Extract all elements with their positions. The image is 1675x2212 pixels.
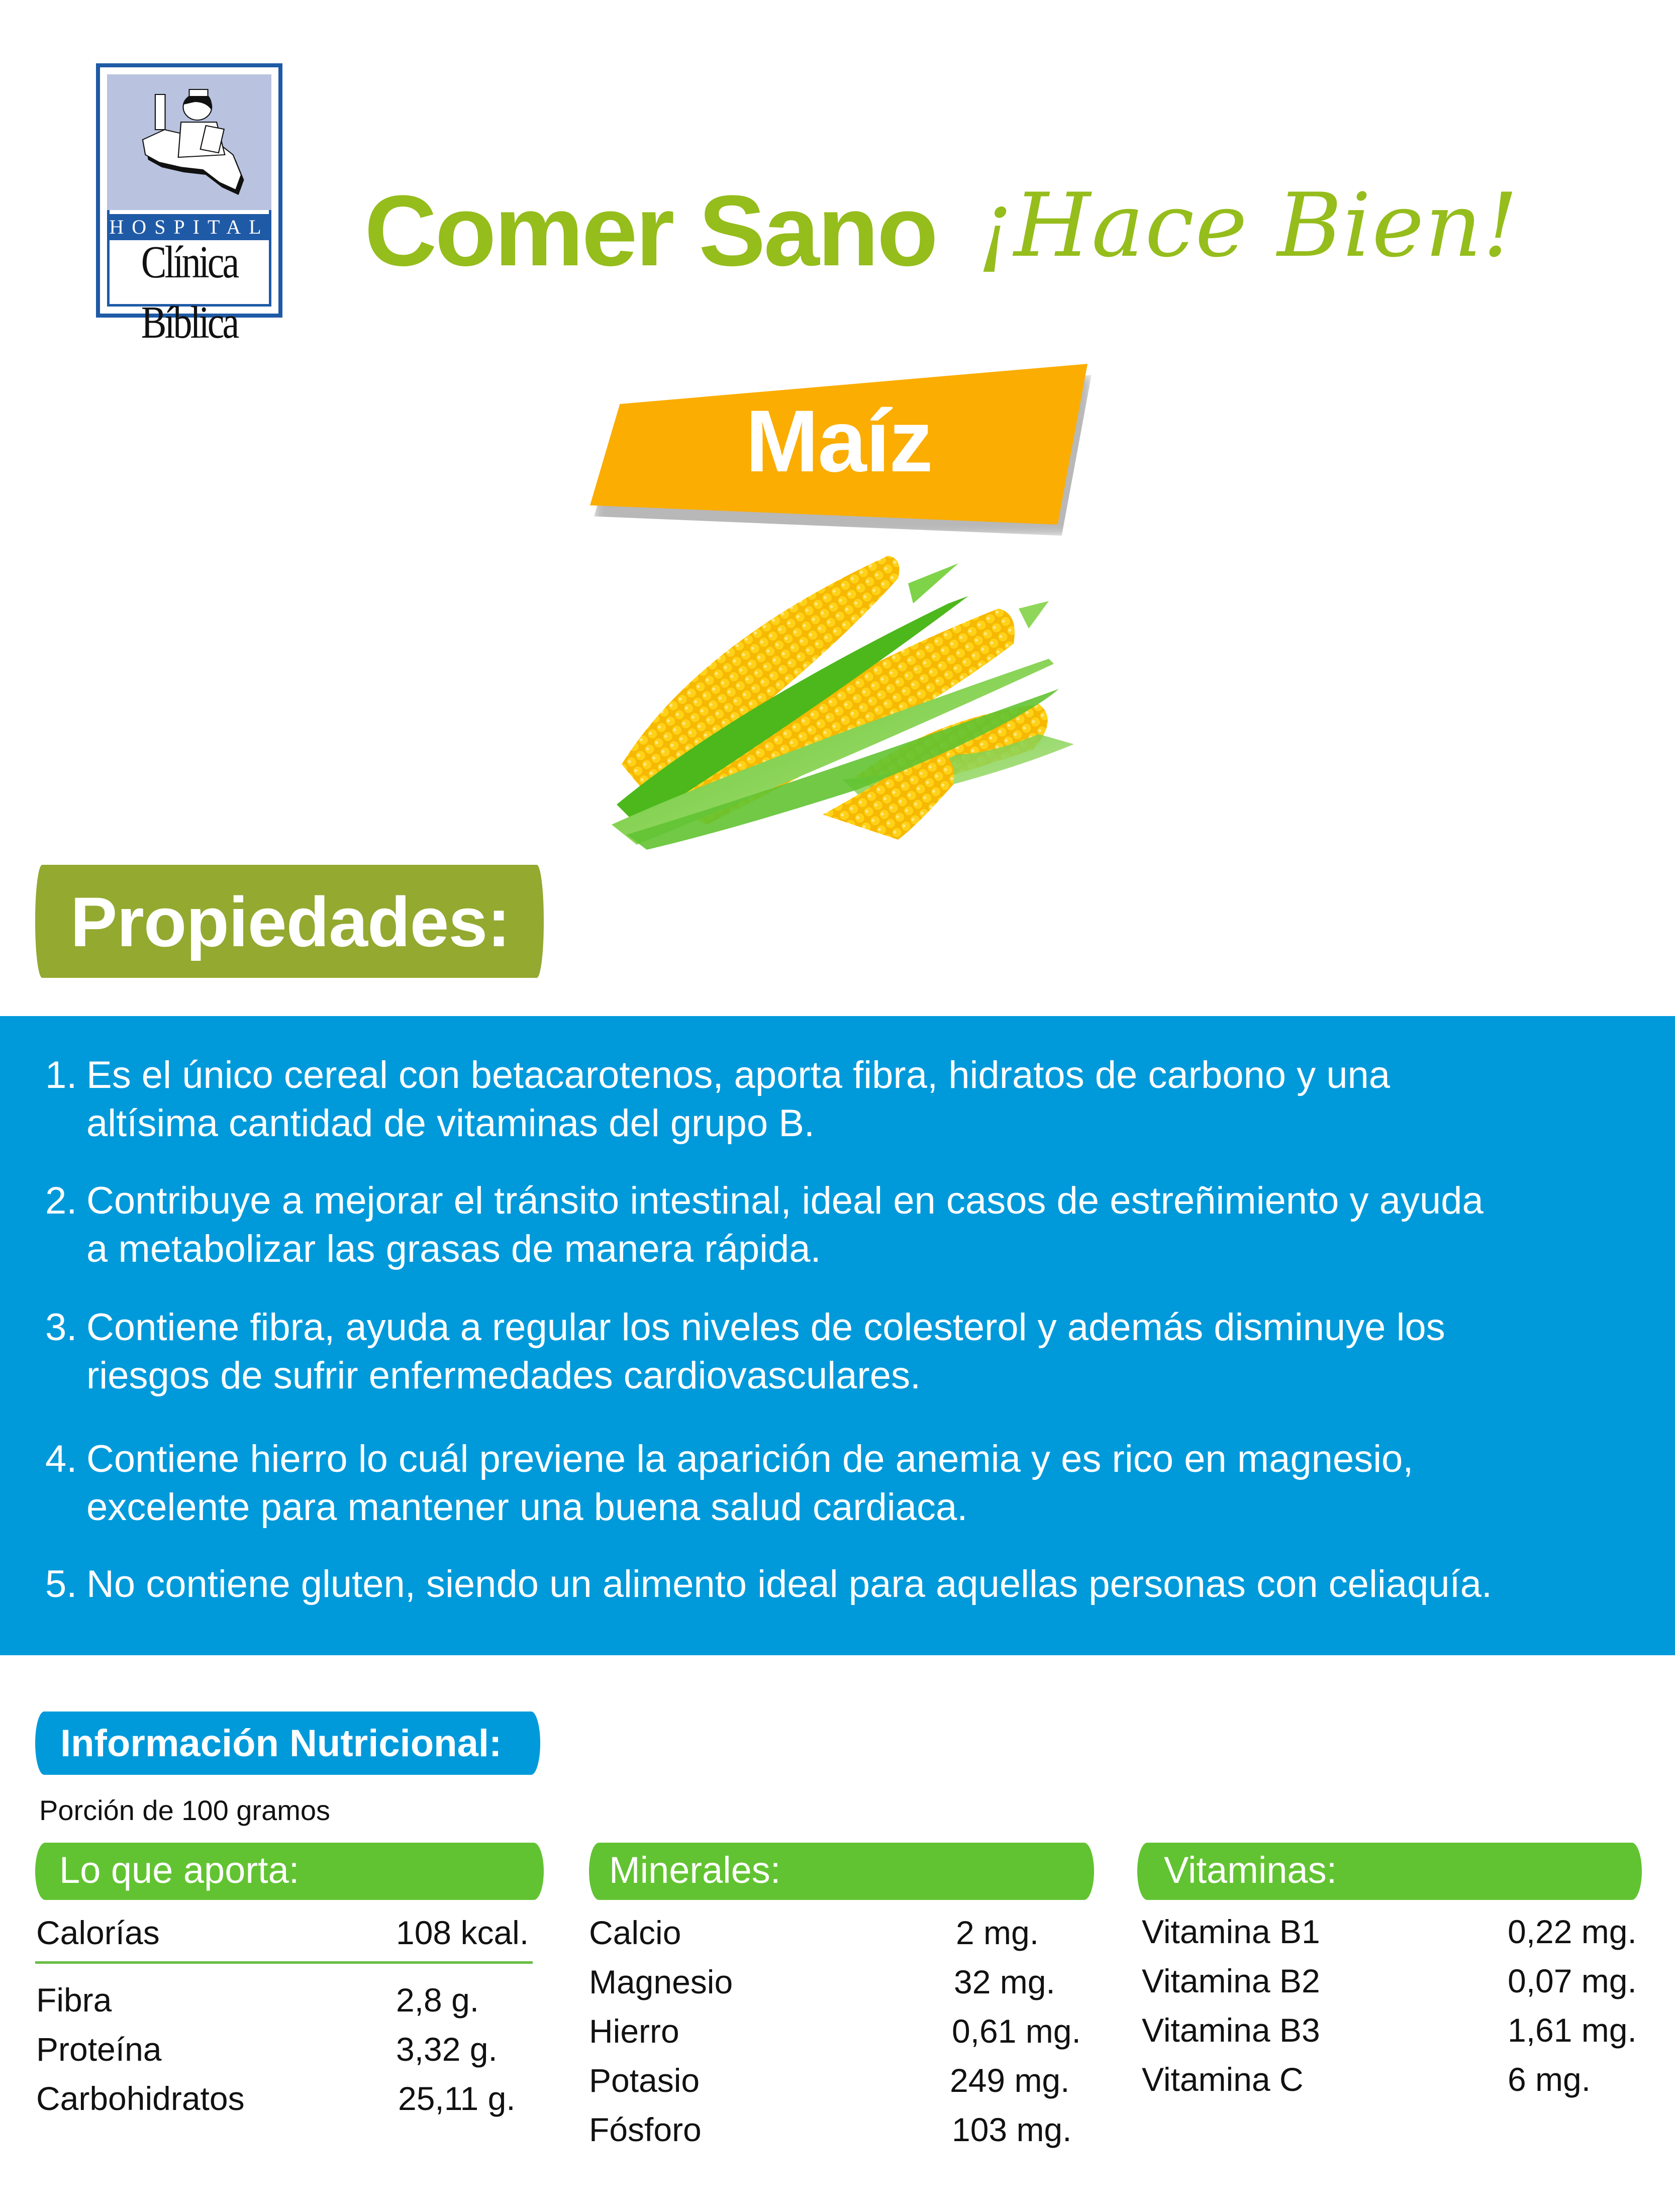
nutrient-value: 108 kcal. [396, 1914, 529, 1951]
mineral-label: Potasio [589, 2062, 700, 2099]
nurse-map-illustration-icon [107, 74, 271, 210]
properties-heading: Propiedades: [70, 882, 510, 961]
calories-divider [35, 1961, 533, 1964]
property-item-4 [45, 1435, 1653, 1532]
nutrient-label: Carbohidratos [36, 2080, 245, 2117]
nutrient-value: 2,8 g. [396, 1981, 479, 2019]
property-number: 1. [45, 1054, 77, 1096]
page-title: Comer Sano [364, 175, 937, 287]
property-text-line: No contiene gluten, siendo un alimento ideal para aquellas personas con celiaquía. [86, 1563, 1493, 1605]
property-item-3 [45, 1303, 1653, 1400]
property-number: 5. [45, 1563, 77, 1605]
vitamin-label: Vitamina C [1142, 2061, 1304, 2098]
nutrient-label: Proteína [36, 2031, 162, 2068]
property-text-line: Contribuye a mejorar el tránsito intestinal, ideal en casos de estreñimiento y ayuda [86, 1179, 1484, 1222]
portion-size: Porción de 100 gramos [39, 1794, 331, 1826]
property-text-line: Contiene hierro lo cuál previene la aparición de anemia y es rico en magnesio, [86, 1438, 1414, 1480]
corn-image-icon [607, 543, 1074, 855]
vitamin-value: 6 mg. [1508, 2061, 1591, 2098]
property-item-5 [45, 1560, 1653, 1608]
vitamin-label: Vitamina B1 [1142, 1913, 1320, 1950]
logo-name: Clínica Bíblica [141, 237, 238, 348]
mineral-label: Fósforo [589, 2111, 702, 2148]
nutrient-label: Calorías [36, 1914, 160, 1951]
nutrient-label: Fibra [36, 1981, 112, 2019]
property-text-line: excelente para mantener una buena salud cardiaca. [86, 1486, 968, 1529]
property-number: 4. [45, 1438, 77, 1480]
property-text-line: Es el único cereal con betacarotenos, aporta fibra, hidratos de carbono y una [86, 1054, 1391, 1096]
page-tagline: ¡Hace Bien! [977, 175, 1519, 277]
hospital-logo [96, 63, 282, 348]
food-name: Maíz [745, 392, 932, 490]
mineral-value: 2 mg. [956, 1914, 1039, 1951]
property-item-2 [45, 1177, 1653, 1273]
vitamin-value: 1,61 mg. [1508, 2012, 1637, 2049]
vitaminas-heading: Vitaminas: [1164, 1849, 1337, 1891]
mineral-value: 0,61 mg. [952, 2013, 1081, 2050]
property-item-1 [45, 1051, 1653, 1148]
mineral-value: 32 mg. [954, 1963, 1055, 2000]
mineral-label: Calcio [589, 1914, 681, 1951]
mineral-value: 103 mg. [952, 2111, 1072, 2148]
property-text-line: Contiene fibra, ayuda a regular los niveles de colesterol y además disminuye los [86, 1306, 1445, 1349]
mineral-label: Magnesio [589, 1963, 733, 2000]
mineral-label: Hierro [589, 2013, 679, 2050]
nutrition-heading: Información Nutricional: [60, 1722, 502, 1765]
food-name-banner [590, 364, 1088, 525]
vitamin-value: 0,07 mg. [1508, 1962, 1637, 1999]
property-text-line: a metabolizar las grasas de manera rápida. [86, 1228, 821, 1270]
nutrient-value: 3,32 g. [396, 2031, 498, 2068]
property-number: 3. [45, 1306, 77, 1349]
properties-list-panel [0, 1016, 1675, 1655]
mineral-value: 249 mg. [950, 2062, 1070, 2099]
property-text-line: altísima cantidad de vitaminas del grupo B. [86, 1102, 815, 1145]
vitamin-value: 0,22 mg. [1508, 1913, 1637, 1950]
minerales-heading: Minerales: [609, 1849, 781, 1891]
logo-hospital-band: HOSPITAL [107, 214, 271, 240]
vitamin-label: Vitamina B3 [1142, 2012, 1320, 2049]
aporta-heading: Lo que aporta: [59, 1849, 300, 1891]
nutrient-value: 25,11 g. [398, 2080, 516, 2117]
property-text-line: riesgos de sufrir enfermedades cardiovasculares. [86, 1354, 921, 1397]
vitamin-label: Vitamina B2 [1142, 1962, 1320, 1999]
property-number: 2. [45, 1179, 77, 1222]
